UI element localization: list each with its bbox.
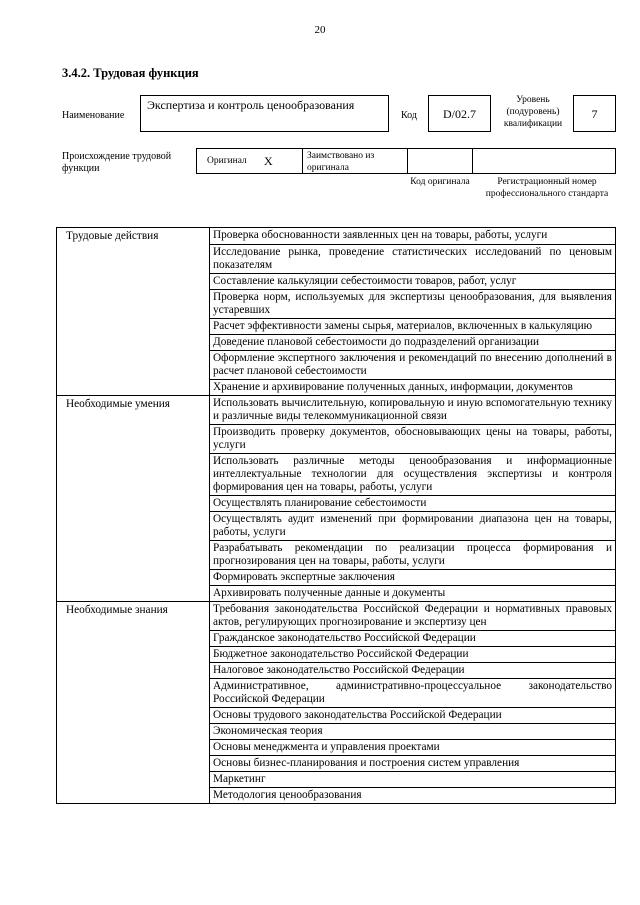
section-spacer-cell: [57, 495, 210, 511]
section-spacer-cell: [57, 273, 210, 289]
section-spacer-cell: [57, 511, 210, 540]
table-row: [57, 739, 616, 755]
table-row: [57, 395, 616, 424]
list-item: Осуществлять планирование себестоимости: [210, 495, 616, 511]
list-item: Формировать экспертные заключения: [210, 569, 616, 585]
section-spacer-cell: [57, 289, 210, 318]
section-title: 3.4.2. Трудовая функция: [62, 66, 199, 80]
list-item: Хранение и архивирование полученных данных, информации, документов: [210, 379, 616, 395]
table-row: [57, 723, 616, 739]
code-original-label: Код оригинала: [410, 177, 470, 187]
section-spacer-cell: [57, 350, 210, 379]
function-code-field: D/02.7: [428, 95, 491, 132]
list-item: Проверка норм, используемых для экспертизы ценообразования, для выявления устаревших: [210, 289, 616, 318]
section-spacer-cell: [57, 771, 210, 787]
table-row: [57, 787, 616, 803]
list-item: Доведение плановой себестоимости до подразделений организации: [210, 334, 616, 350]
section-spacer-cell: [57, 678, 210, 707]
table-row: [57, 350, 616, 379]
name-label: Наименование: [62, 110, 125, 121]
section-spacer-cell: [57, 379, 210, 395]
page-number: 20: [314, 24, 326, 36]
table-row: [57, 585, 616, 601]
list-item: Исследование рынка, проведение статистических исследований по ценовым показателям: [210, 244, 616, 273]
table-row: [57, 630, 616, 646]
table-row: [57, 646, 616, 662]
section-spacer-cell: [57, 334, 210, 350]
list-item: Административное, административно-процессуальное законодательство Российской Федерации: [210, 678, 616, 707]
table-row: [57, 540, 616, 569]
table-row: [57, 511, 616, 540]
section-spacer-cell: [57, 662, 210, 678]
code-label: Код: [401, 110, 417, 121]
table-row: [57, 228, 616, 245]
section-title-cell: Необходимые знания: [57, 601, 210, 630]
list-item: Расчет эффективности замены сырья, материалов, включенных в калькуляцию: [210, 318, 616, 334]
list-item: Основы трудового законодательства Российской Федерации: [210, 707, 616, 723]
section-spacer-cell: [57, 453, 210, 495]
list-item: Экономическая теория: [210, 723, 616, 739]
original-label: Оригинал: [207, 156, 247, 166]
level-label: Уровень (подуровень) квалификации: [503, 95, 563, 129]
list-item: Налоговое законодательство Российской Федерации: [210, 662, 616, 678]
list-item: Осуществлять аудит изменений при формировании диапазона цен на товары, работы, услуги: [210, 511, 616, 540]
function-name-field: Экспертиза и контроль ценообразования: [140, 95, 389, 132]
reg-number-label: Регистрационный номер профессионального стандарта: [485, 177, 609, 199]
section-spacer-cell: [57, 630, 210, 646]
list-item: Оформление экспертного заключения и рекомендаций по внесению дополнений в расчет плановой себестоимости: [210, 350, 616, 379]
section-spacer-cell: [57, 739, 210, 755]
table-row: [57, 273, 616, 289]
original-cell: [196, 148, 303, 174]
table-row: [57, 379, 616, 395]
table-row: [57, 662, 616, 678]
table-row: [57, 495, 616, 511]
section-spacer-cell: [57, 424, 210, 453]
section-spacer-cell: [57, 787, 210, 803]
section-spacer-cell: [57, 707, 210, 723]
list-item: Требования законодательства Российской Федерации и нормативных правовых актов, регулирующих прогнозирование и экспертизу цен: [210, 601, 616, 630]
list-item: Производить проверку документов, обосновывающих цены на товары, работы, услуги: [210, 424, 616, 453]
list-item: Маркетинг: [210, 771, 616, 787]
section-title-cell: Трудовые действия: [57, 228, 210, 245]
list-item: Основы бизнес-планирования и построения систем управления: [210, 755, 616, 771]
table-row: [57, 755, 616, 771]
list-item: Использовать различные методы ценообразования и информационные интеллектуальные технологии для осуществления экспертизы и контроля формирования цен на товары, работы, услуги: [210, 453, 616, 495]
origin-label: Происхождение трудовой функции: [62, 151, 172, 174]
table-row: [57, 453, 616, 495]
section-spacer-cell: [57, 244, 210, 273]
table-row: [57, 707, 616, 723]
list-item: Составление калькуляции себестоимости товаров, работ, услуг: [210, 273, 616, 289]
table-row: [57, 569, 616, 585]
section-spacer-cell: [57, 585, 210, 601]
original-mark: X: [264, 154, 273, 168]
list-item: Методология ценообразования: [210, 787, 616, 803]
table-row: [57, 601, 616, 630]
section-spacer-cell: [57, 318, 210, 334]
section-spacer-cell: [57, 569, 210, 585]
code-original-cell: [407, 148, 473, 174]
table-row: [57, 318, 616, 334]
table-row: [57, 334, 616, 350]
section-spacer-cell: [57, 755, 210, 771]
table-row: [57, 771, 616, 787]
function-details-table: [56, 227, 616, 804]
table-row: [57, 678, 616, 707]
borrowed-cell: Заимствовано из оригинала: [302, 148, 408, 174]
list-item: Разрабатывать рекомендации по реализации процесса формирования и прогнозирования цен на товары, работы, услуги: [210, 540, 616, 569]
list-item: Архивировать полученные данные и документы: [210, 585, 616, 601]
section-spacer-cell: [57, 646, 210, 662]
list-item: Основы менеджмента и управления проектами: [210, 739, 616, 755]
table-row: [57, 244, 616, 273]
table-row: [57, 289, 616, 318]
list-item: Использовать вычислительную, копировальную и иную вспомогательную технику и различные виды телекоммуникационной связи: [210, 395, 616, 424]
list-item: Проверка обоснованности заявленных цен на товары, работы, услуги: [210, 228, 616, 245]
reg-number-cell: [472, 148, 616, 174]
section-spacer-cell: [57, 723, 210, 739]
table-row: [57, 424, 616, 453]
level-field: 7: [573, 95, 616, 132]
section-spacer-cell: [57, 540, 210, 569]
list-item: Бюджетное законодательство Российской Федерации: [210, 646, 616, 662]
section-title-cell: Необходимые умения: [57, 395, 210, 424]
list-item: Гражданское законодательство Российской Федерации: [210, 630, 616, 646]
